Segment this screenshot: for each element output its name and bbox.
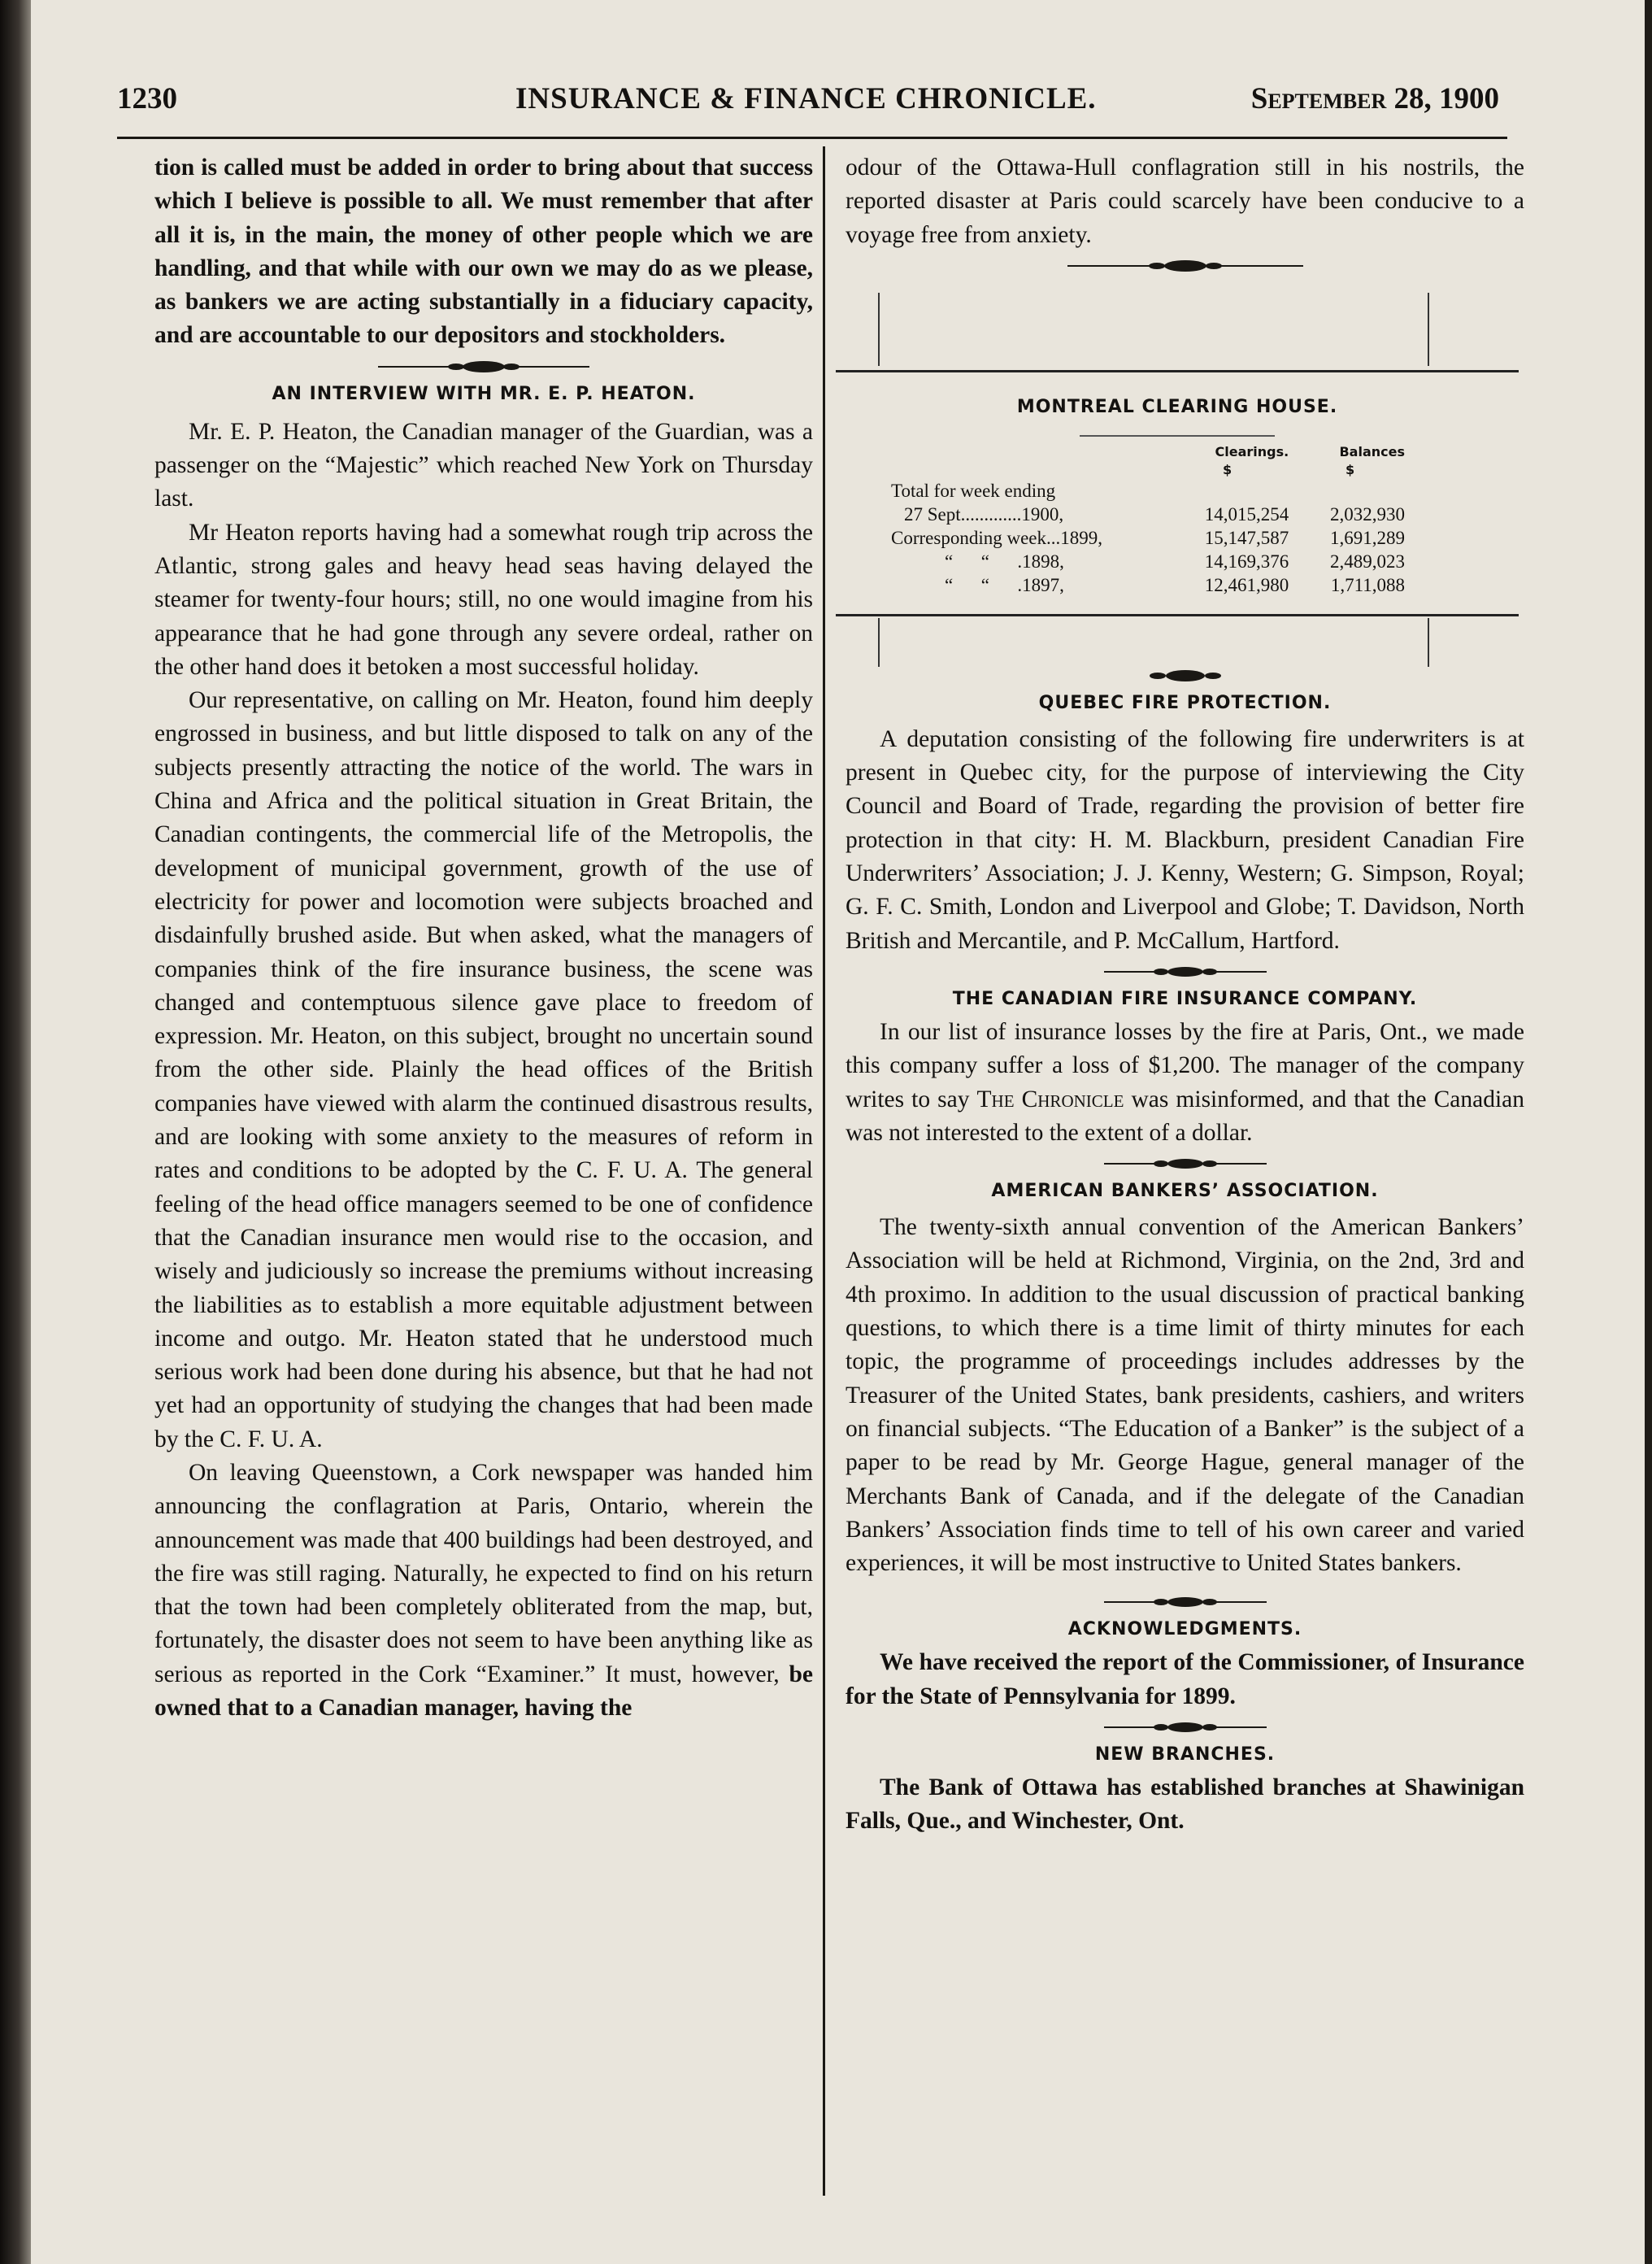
continued-paragraph: tion is called must be added in order to bring about that success which I believe is possible to all. We must remember that after all it is, in the main, the money of other people which we are handling, and that while with our own we may do as we please, as bankers we are acting substantially in a fiduciary capacity, and are accountable to our depositors and stockholders. [154, 155, 813, 349]
ornament-divider [846, 1713, 1524, 1738]
ornament-divider [154, 353, 813, 377]
article-paragraph: On leaving Queenstown, a Cork newspaper was handed him announcing the conflagration at Paris, Ontario, wherein the announcement was made that 400 buildings had been destroyed, and the fire was still raging. Naturally, he expected to find on his return that the town had been completely obliterated from the map, but, fortunately, the disaster does not seem to have been anything like as serious as reported in the Cork “Examiner.” It must, however, be owned that to a Canadian manager, having the [154, 1459, 814, 1722]
article-paragraph: The twenty-sixth annual convention of the American Bankers’ Association will be held at Richmond, Virginia, on the 2nd, 3rd and 4th proximo. In addition to the usual discussion of practical banking questions, to which there is a time limit of thirty minutes for each topic, the programme of proceedings includes addresses by the Treasurer of the United States, bank presidents, cashiers, and writers on financial subjects. “The Education of a Banker” is the subject of a paper to be read by Mr. George Hague, general manager of the Merchants Bank of Canada, and if the delegate of the Canadian Bankers’ Association finds time to tell of his own career and varied experiences, it will be most instructive to United States bankers. [846, 1214, 1524, 1577]
row-label-top: Total for week ending [891, 480, 1056, 501]
article-paragraph: In our list of insurance losses by the fire at Paris, Ont., we made this company suffer a loss of $1,200. The manager of the company writes to say The Chronicle was misinformed, and that the Canadian was not interested to the extent of a dollar. [846, 1018, 1525, 1146]
table-row: 27 Sept.............1900, 14,015,254 2,032,930 [904, 503, 1405, 525]
heading-acknowledgments: ACKNOWLEDGMENTS. [1067, 1619, 1302, 1640]
table-row: Corresponding week...1899, 15,147,587 1,691,289 [891, 527, 1405, 548]
article-paragraph: Mr. E. P. Heaton, the Canadian manager of the Guardian, was a passenger on the “Majestic” which reached New York on Thursday last. [154, 418, 813, 512]
clearing-house-table [836, 293, 1519, 699]
ornament-divider [846, 662, 1524, 686]
heading-american-bankers: AMERICAN BANKERS’ ASSOCIATION. [991, 1181, 1379, 1202]
heading-quebec: QUEBEC FIRE PROTECTION. [1038, 692, 1332, 713]
page-binding-edge [0, 0, 31, 2264]
page-header [117, 81, 1499, 122]
clearings-table [888, 443, 1408, 597]
article-paragraph: A deputation consisting of the following fire underwriters is at present in Quebec city, for the purpose of interviewing the City Council and Board of Trade, regarding the provision of better fire protection in that city: H. M. Blackburn, president Canadian Fire Underwriters’ Association; J. J. Kenny, Western; G. Simpson, Royal; G. F. C. Smith, London and Liverpool and Globe; T. Davidson, North British and Mercantile, and P. McCallum, Hartford. [846, 725, 1524, 954]
ornament-divider [846, 958, 1524, 982]
publication-title: INSURANCE & FINANCE CHRONICLE. [515, 82, 1097, 115]
issue-date: September 28, 1900 [1250, 82, 1499, 115]
heading-canadian-fire: THE CANADIAN FIRE INSURANCE COMPANY. [952, 988, 1418, 1009]
currency-symbol: $ [1223, 461, 1232, 477]
continued-paragraph: odour of the Ottawa-Hull conflagration still in his nostrils, the reported disaster at Paris could scarcely have been conducive to a voyage free from anxiety. [846, 155, 1524, 248]
currency-symbol: $ [1346, 461, 1355, 477]
right-column [846, 151, 1524, 1839]
col-clearings: Clearings. [1215, 443, 1289, 459]
article-paragraph: Our representative, on calling on Mr. Heaton, found him deeply engrossed in business, and but little disposed to talk on any of the subjects presently attracting the notice of the world. The wars in China and Africa and the political situation in Great Britain, the Canadian contingents, the commercial life of the Metropolis, the development of municipal government, growth of the use of electricity for power and locomotion were subjects broached and disdainfully brushed aside. But when asked, what the managers of companies think of the fire insurance business, the scene was changed and contemptuous silence gave place to freedom of expression. Mr. Heaton, on this subject, brought no uncertain sound from the other side. Plainly the head offices of the British companies have viewed with alarm the continued disastrous results, and are looking with some anxiety to the measures of reform in rates and conditions to be adopted by the C. F. U. A. The general feeling of the head office managers seemed to be one of confidence that the Canadian insurance men would rise to the occasion, and wisely and judiciously so increase the premiums without increasing the liabilities as to establish a more equitable adjustment between income and outgo. Mr. Heaton stated that he understood much serious work had been done during his absence, but that he had not yet had an opportunity of studying the changes that had been made by the C. F. U. A. [154, 687, 813, 1452]
heading-clearing-house: MONTREAL CLEARING HOUSE. [1016, 396, 1338, 417]
heading-interview: AN INTERVIEW WITH MR. E. P. HEATON. [272, 383, 696, 404]
article-paragraph: Mr Heaton reports having had a somewhat rough trip across the Atlantic, strong gales and heavy head seas having delayed the steamer for twenty-four hours; still, no one would imagine from his appearance that he had gone through any severe ordeal, rather on the other hand does it betoken a most successful holiday. [154, 519, 813, 680]
ornament-divider [846, 1588, 1524, 1613]
ornament-divider [846, 1150, 1524, 1174]
article-paragraph: The Bank of Ottawa has established branches at Shawinigan Falls, Que., and Winchester, Ont. [846, 1774, 1524, 1835]
left-column [154, 151, 813, 1725]
table-row: “ “ .1897, 12,461,980 1,711,088 [945, 574, 1405, 595]
table-row: “ “ .1898, 14,169,376 2,489,023 [945, 551, 1405, 572]
column-divider [823, 146, 825, 2196]
ornament-divider [846, 252, 1524, 276]
heading-new-branches: NEW BRANCHES. [1094, 1744, 1276, 1765]
col-balances: Balances [1339, 443, 1405, 459]
article-paragraph: We have received the report of the Commissioner, of Insurance for the State of Pennsylvania for 1899. [846, 1649, 1524, 1709]
header-rule [117, 137, 1507, 139]
page-number: 1230 [117, 82, 177, 115]
